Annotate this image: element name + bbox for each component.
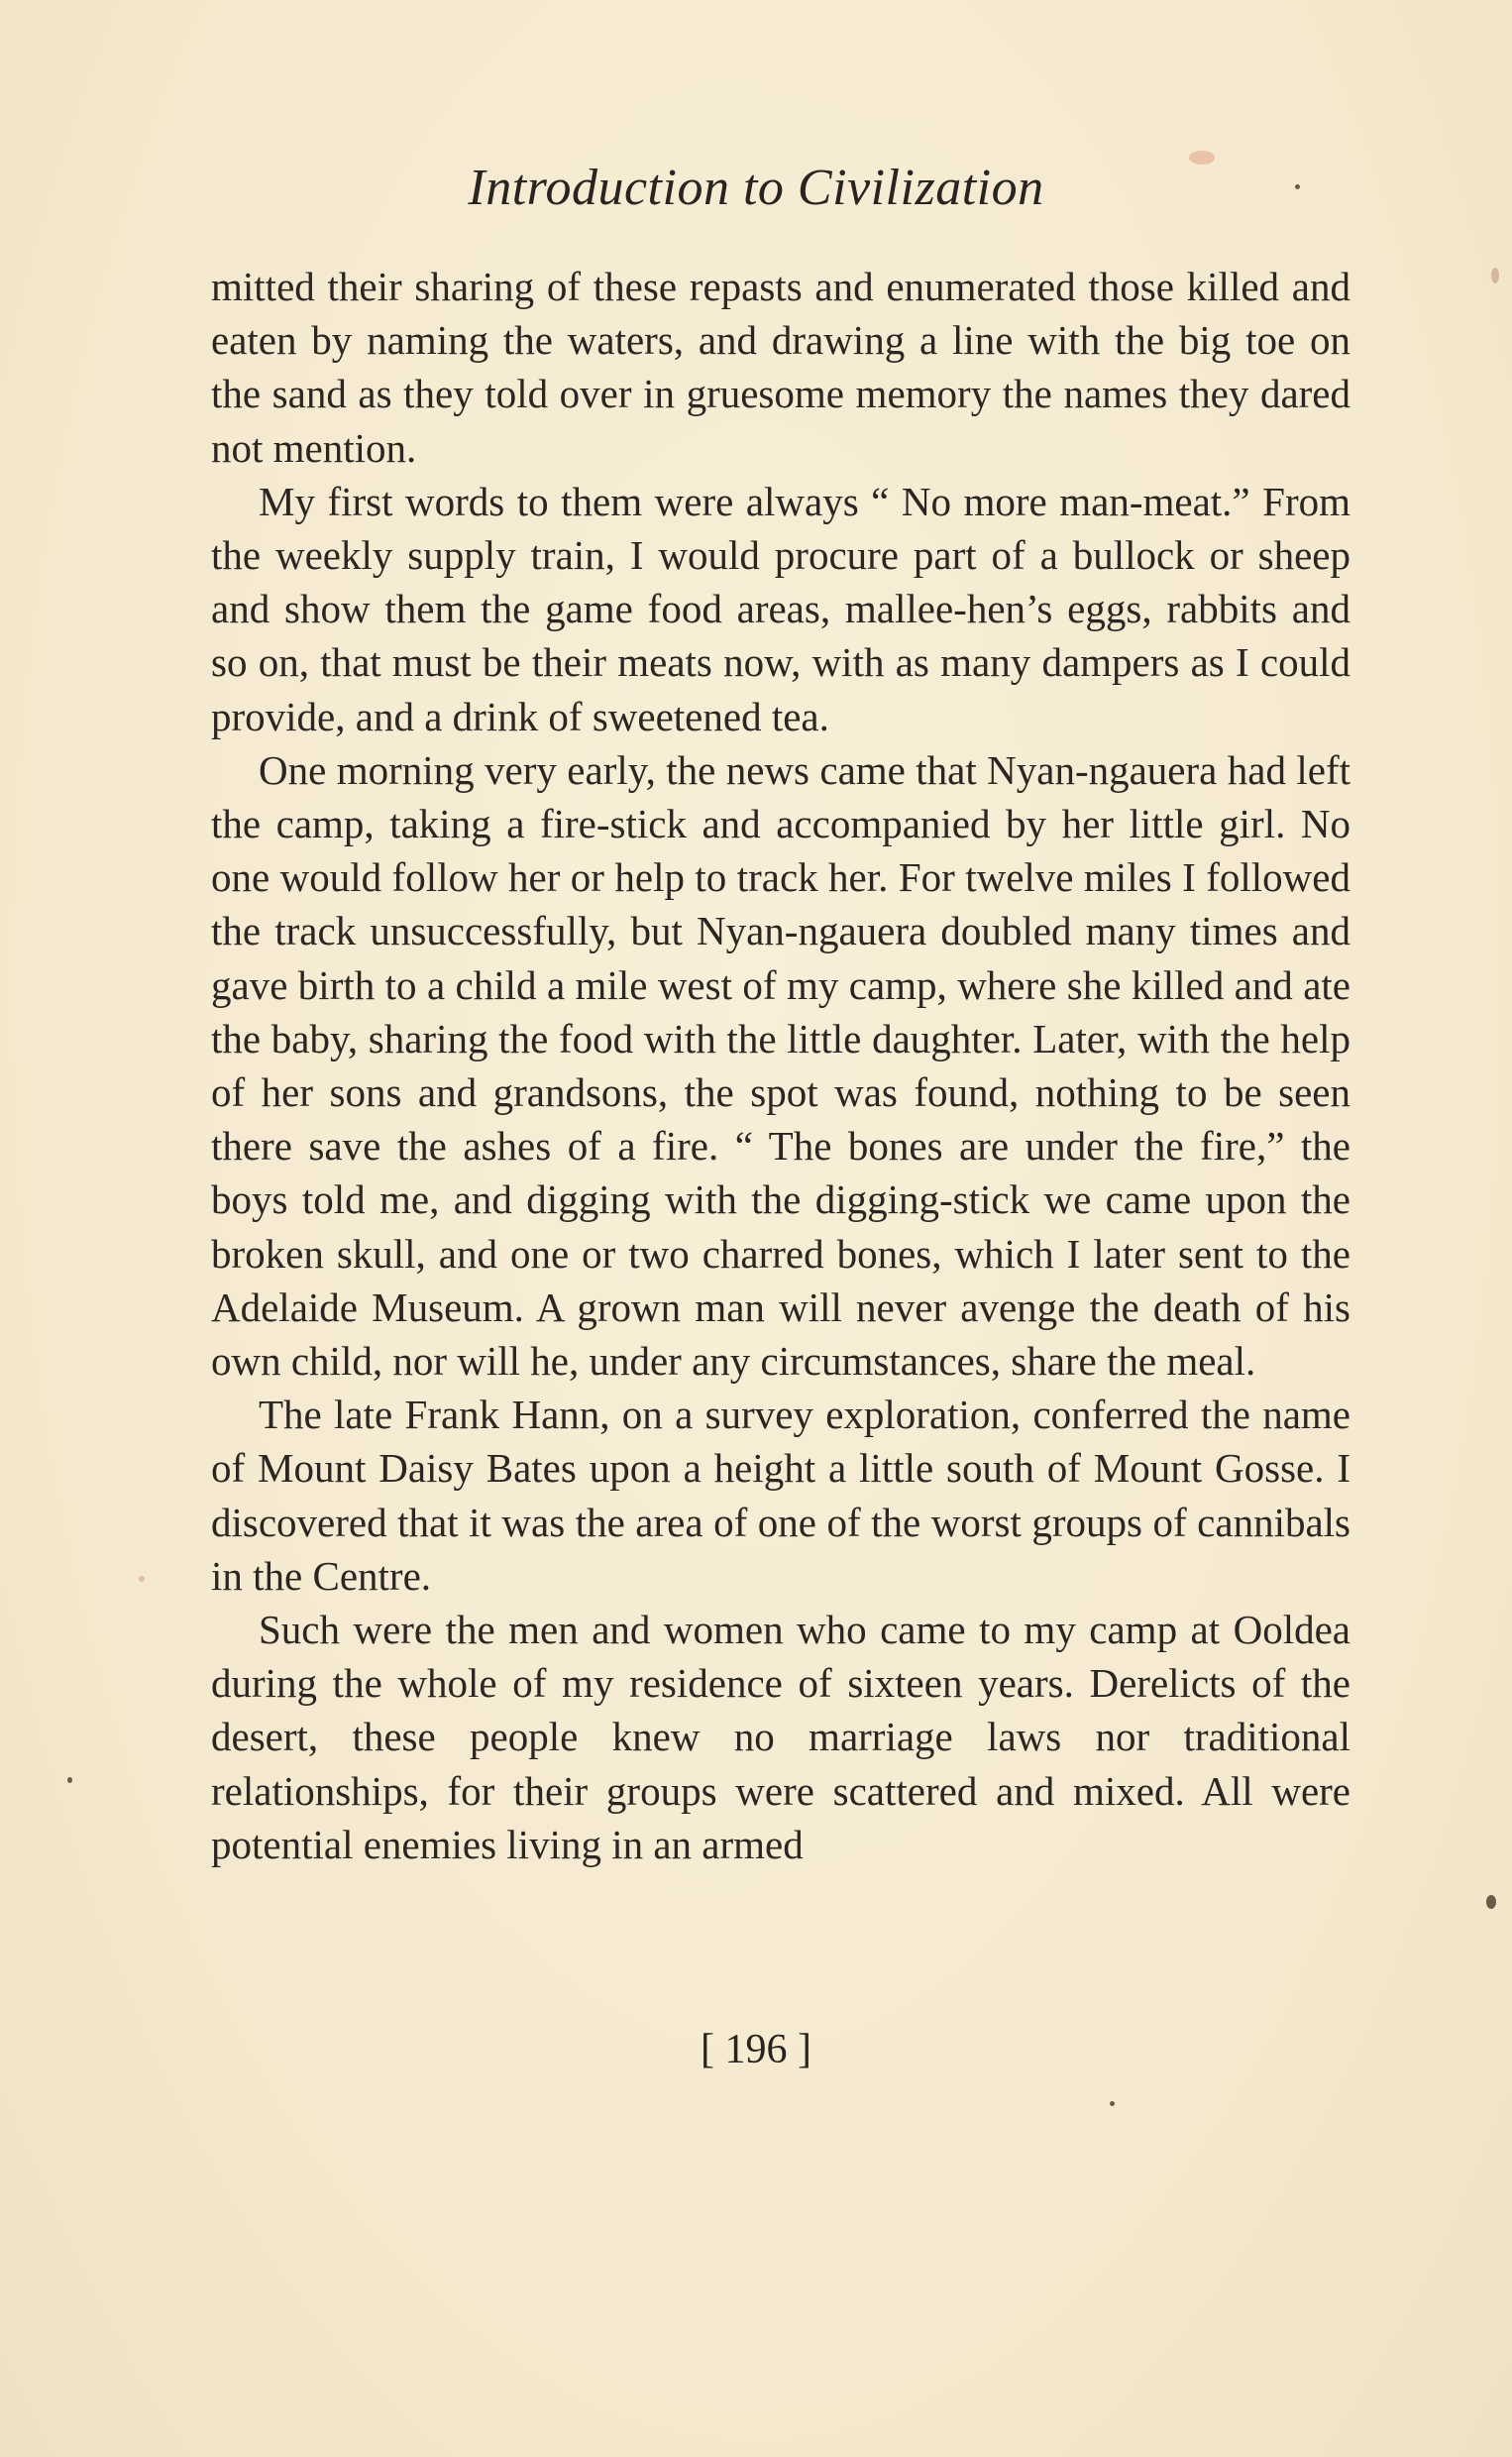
paper-speck (1491, 268, 1499, 283)
paper-speck (1486, 1895, 1496, 1909)
paragraph-3: One morning very early, the news came that Nyan-ngauera had left the camp, taking a fire-stick and accompanied by her little girl. No one would follow her or help to track her. For twelve miles I followed the track unsuccessfully, but Nyan-ngauera doubled many times and gave birth to a child a mile west of my camp, where she killed and ate the baby, sharing the food with the little daughter. Later, with the help of her sons and grandsons, the spot was found, nothing to be seen there save the ashes of a fire. “ The bones are under the fire,” the boys told me, and digging with the digging-stick we came upon the broken skull, and one or two charred bones, which I later sent to the Adelaide Museum. A grown man will never avenge the death of his own child, nor will he, under any circumstances, share the meal. (211, 746, 1350, 1385)
paper-speck (1110, 2101, 1115, 2106)
paper-speck (139, 1576, 145, 1582)
running-head: Introduction to Civilization (468, 160, 1044, 216)
paper-speck (1295, 184, 1300, 189)
page-number: [ 196 ] (701, 2027, 811, 2072)
paper-speck (67, 1777, 72, 1783)
paper-speck (1189, 151, 1215, 165)
paragraph-4: The late Frank Hann, on a survey exploration, conferred the name of Mount Daisy Bates upon a height a little south of Mount Gosse. I discovered that it was the area of one of the worst groups of cannibals in the Centre. (211, 1392, 1350, 1599)
body-text (211, 260, 1350, 1871)
paragraph-2: My first words to them were always “ No more man-meat.” From the weekly supply train, I would procure part of a bullock or sheep and show them the game food areas, mallee-hen’s eggs, rabbits and so on, that must be their meats now, with as many dampers as I could provide, and a drink of sweetened tea. (211, 478, 1350, 739)
paragraph-5: Such were the men and women who came to my camp at Ooldea during the whole of my residence of sixteen years. Derelicts of the desert, these people knew no marriage laws nor traditional relationships, for their groups were scattered and mixed. All were potential enemies living in an armed (211, 1607, 1350, 1867)
paragraph-1: mitted their sharing of these repasts and enumerated those killed and eaten by naming the waters, and drawing a line with the big toe on the sand as they told over in gruesome memory the names they dared not mention. (211, 264, 1350, 471)
